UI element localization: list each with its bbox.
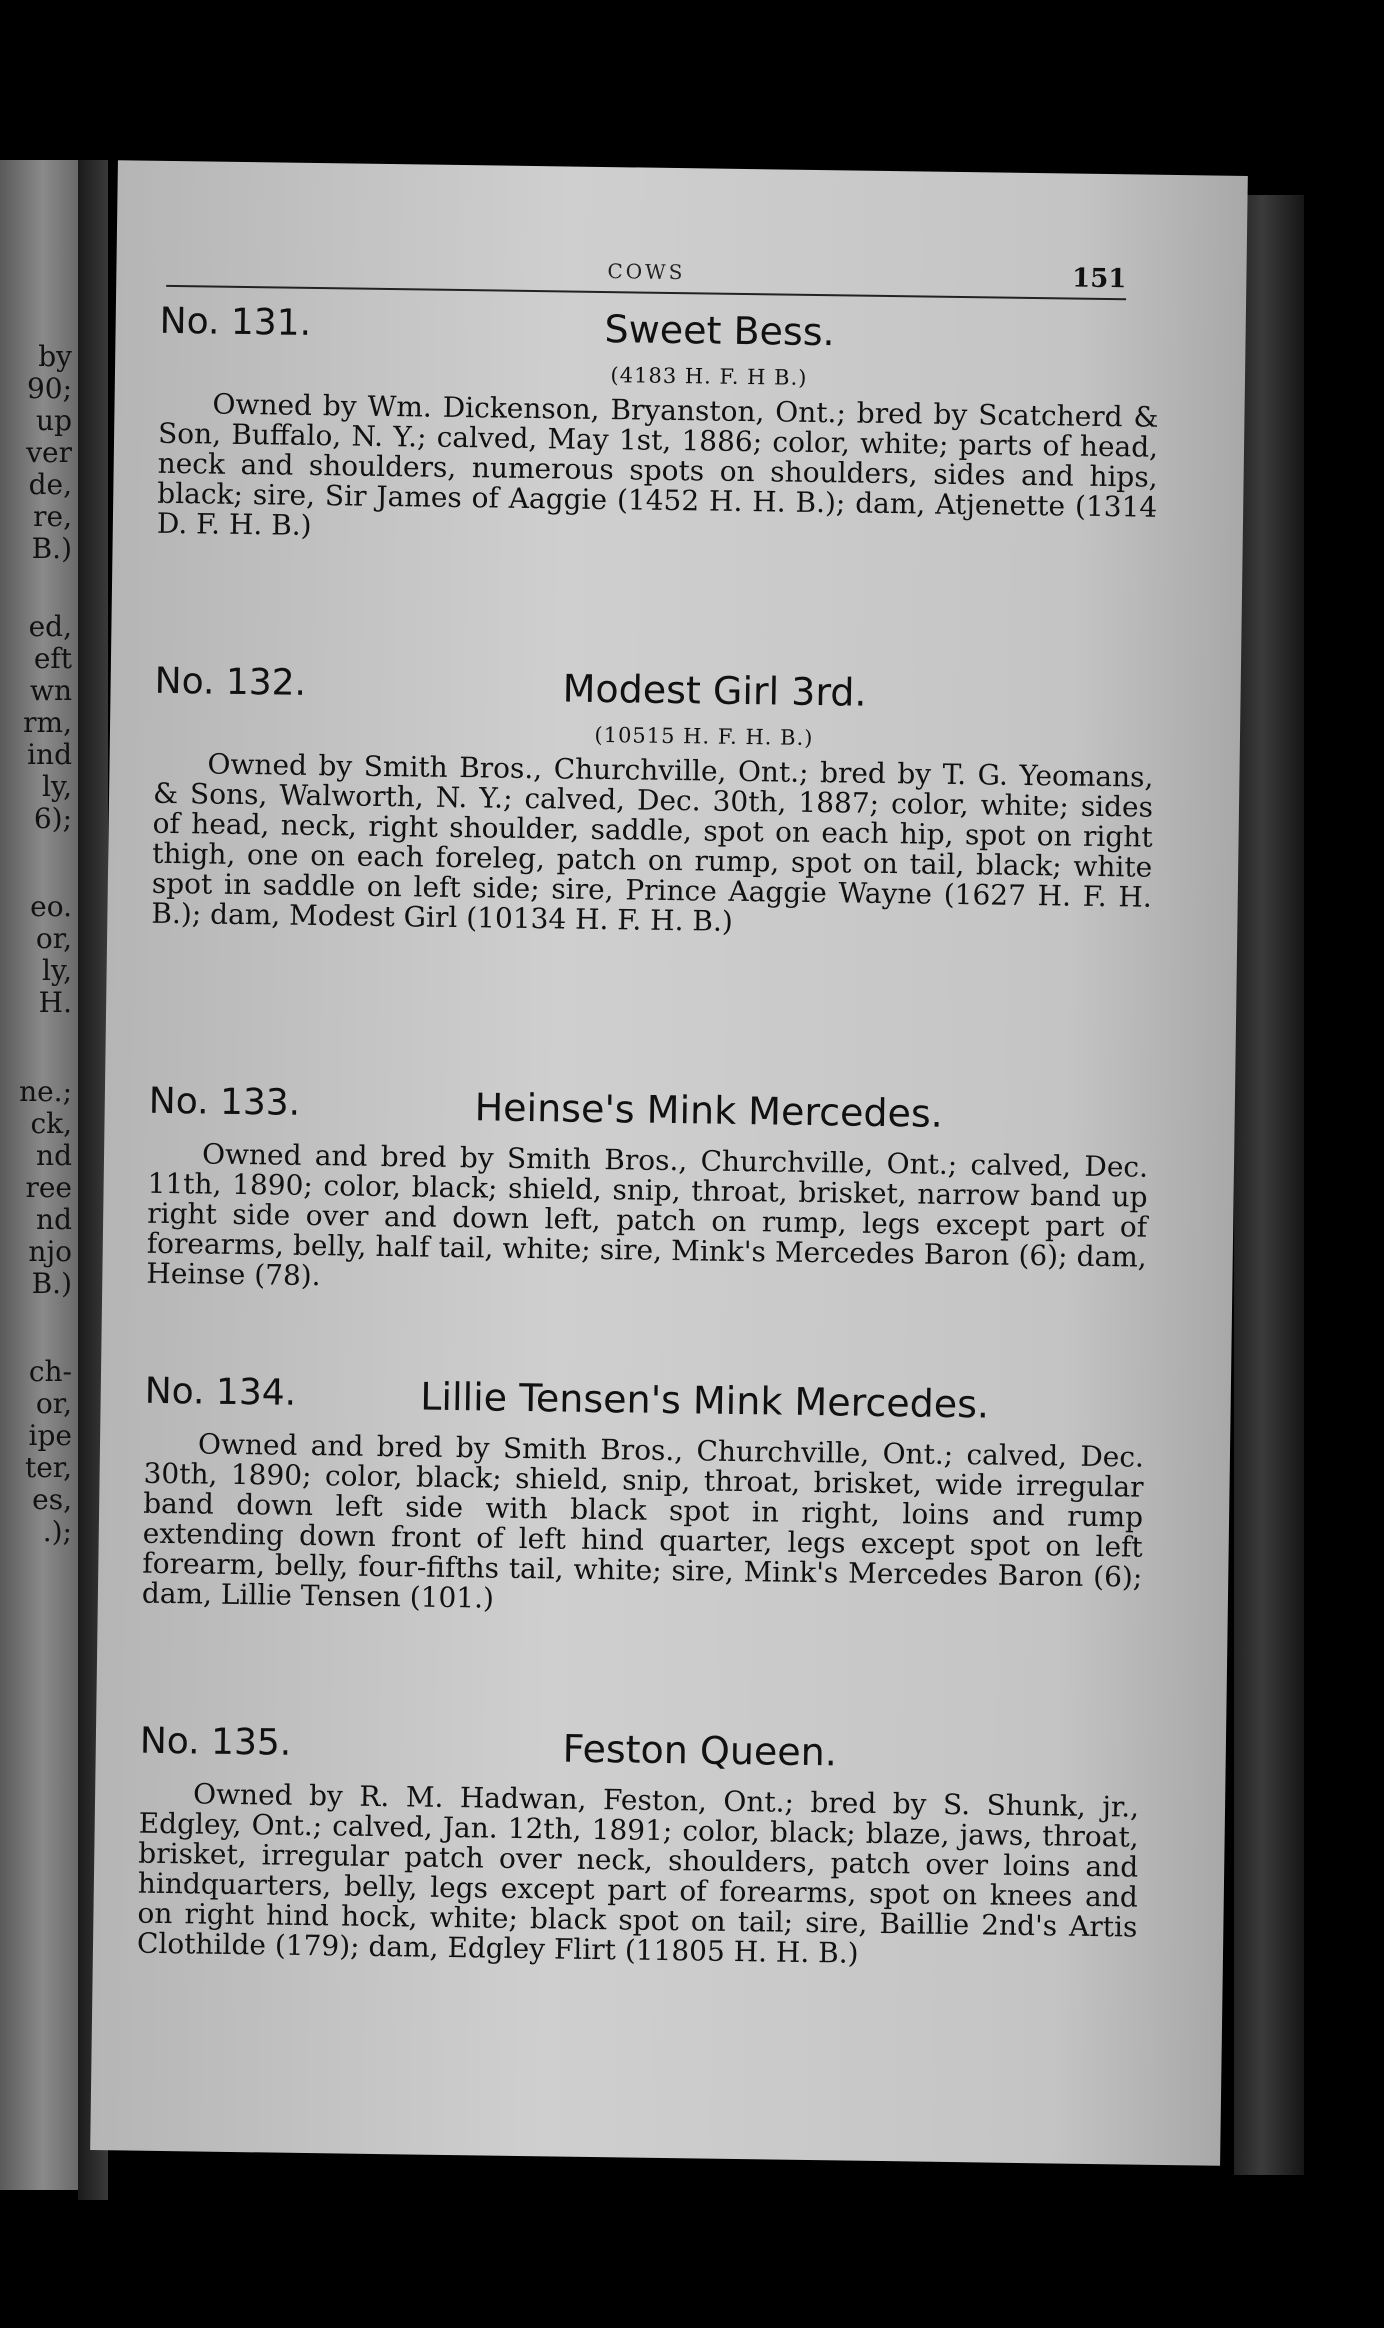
left-page-fragment: eo. <box>30 890 72 923</box>
entry-131 <box>157 301 1160 553</box>
left-page-fragment: eft <box>33 642 72 675</box>
left-page-fragment: nd <box>36 1203 72 1236</box>
left-page-fragment: ly, <box>42 954 72 987</box>
left-page-fragment: ch- <box>28 1355 72 1388</box>
entry-heading <box>159 301 1160 365</box>
entry-number: No. 134. <box>144 1370 297 1414</box>
entry-heading <box>154 661 1155 725</box>
left-page-fragment: ck, <box>30 1107 72 1140</box>
entry-name: Heinse's Mink Mercedes. <box>474 1085 944 1136</box>
entry-registration: (4183 H. F. H B.) <box>610 363 808 390</box>
left-page-fragment: or, <box>35 922 72 955</box>
entry-134 <box>142 1371 1145 1623</box>
left-page-edge <box>0 160 78 2190</box>
left-page-fragment: .); <box>42 1515 72 1548</box>
left-page-fragment: B.) <box>31 1267 72 1300</box>
entry-number: No. 135. <box>139 1720 292 1764</box>
left-page-fragment: ipe <box>28 1419 72 1452</box>
left-page-fragment: H. <box>38 986 72 1019</box>
left-page-fragment: nd <box>36 1139 72 1172</box>
left-page-fragment: re, <box>33 500 72 533</box>
entry-132 <box>151 661 1155 943</box>
entry-heading <box>144 1371 1145 1435</box>
book-page <box>90 160 1248 2166</box>
entry-text: Owned by R. M. Hadwan, Feston, Ont.; bred by S. Shunk, jr., Edgley, Ont.; calved, Jan. 12th, 1891; color, black; blaze, jaws, throat, brisket, irregular patch over neck, shoulders, patch over loins and hindquarters, belly, legs except part of forearms, spot on knees and on right hind hock, white; black spot on tail; sire, Baillie 2nd's Artis Clothilde (179); dam, Edgley Flirt (11805 H. H. B.) <box>136 1777 1140 1970</box>
entry-heading <box>148 1081 1149 1145</box>
entry-number: No. 131. <box>159 300 312 344</box>
entry-number: No. 132. <box>154 660 307 704</box>
left-page-fragment: or, <box>35 1387 72 1420</box>
left-page-fragment: B.) <box>31 532 72 565</box>
left-page-fragment: ver <box>26 436 72 469</box>
left-page-fragment: ree <box>25 1171 72 1204</box>
entry-133 <box>146 1081 1149 1303</box>
left-page-fragment: 90; <box>26 372 72 405</box>
entry-text: Owned by Wm. Dickenson, Bryanston, Ont.; bred by Scatcherd & Son, Buffalo, N. Y.; calved, May 1st, 1886; color, white; parts of head, neck and shoulders, numerous spots on shoulders, sides and hips, black; sire, Sir James of Aaggie (1452 H. H. B.); dam, Atjenette (1314 D. F. H. B.) <box>156 387 1159 542</box>
left-page-fragment: de, <box>28 468 72 501</box>
left-page-fragment: ne.; <box>19 1075 72 1108</box>
entry-heading <box>139 1721 1140 1785</box>
page-number: 151 <box>1071 263 1127 295</box>
left-page-fragment: ter, <box>24 1451 72 1484</box>
book-right-edge <box>1234 195 1304 2175</box>
entry-registration: (10515 H. F. H. B.) <box>594 722 814 750</box>
entry-name: Feston Queen. <box>562 1726 838 1775</box>
left-page-fragment: ind <box>27 738 72 771</box>
entry-name: Modest Girl 3rd. <box>562 666 867 715</box>
left-page-fragment: rm, <box>23 706 72 739</box>
entry-name: Sweet Bess. <box>604 307 835 355</box>
entry-name: Lillie Tensen's Mink Mercedes. <box>420 1374 990 1427</box>
left-page-fragment: by <box>38 340 72 373</box>
entry-text: Owned and bred by Smith Bros., Churchville, Ont.; calved, Dec. 11th, 1890; color, black; shield, snip, throat, brisket, narrow band up right side over and down left, patch on rump, legs except part of forearms, belly, half tail, white; sire, Mink's Mercedes Baron (6); dam, Heinse (78). <box>146 1137 1149 1293</box>
left-page-fragment: wn <box>30 674 72 707</box>
left-page-fragment: es, <box>32 1483 72 1516</box>
entry-number: No. 133. <box>148 1080 301 1124</box>
entry-135 <box>137 1721 1140 1973</box>
page-header <box>166 253 1126 306</box>
entry-text: Owned and bred by Smith Bros., Churchville, Ont.; calved, Dec. 30th, 1890; color, black; shield, snip, throat, brisket, wide irregular band down left side with black spot in right, loins and rump extending down front of left hind quarter, legs except spot on left forearm, belly, four-fifths tail, white; sire, Mink's Mercedes Baron (6); dam, Lillie Tensen (101.) <box>141 1427 1145 1615</box>
left-page-fragment: up <box>36 404 72 437</box>
running-head-title: COWS <box>607 259 686 285</box>
entry-text: Owned by Smith Bros., Churchville, Ont.; bred by T. G. Yeomans, & Sons, Walworth, N. Y.; calved, Dec. 30th, 1887; color, white; sides of head, neck, right shoulder, saddle, spot on each hip, spot on right thigh, one on each foreleg, patch on rump, spot on tail, black; white spot in saddle on left side; sire, Prince Aaggie Wayne (1627 H. F. H. B.); dam, Modest Girl (10134 H. F. H. B.) <box>151 747 1154 938</box>
left-page-fragment: 6); <box>33 802 72 835</box>
left-page-fragment: ed, <box>28 610 72 643</box>
left-page-fragment: njo <box>28 1235 72 1268</box>
left-page-fragment: ly, <box>42 770 72 803</box>
